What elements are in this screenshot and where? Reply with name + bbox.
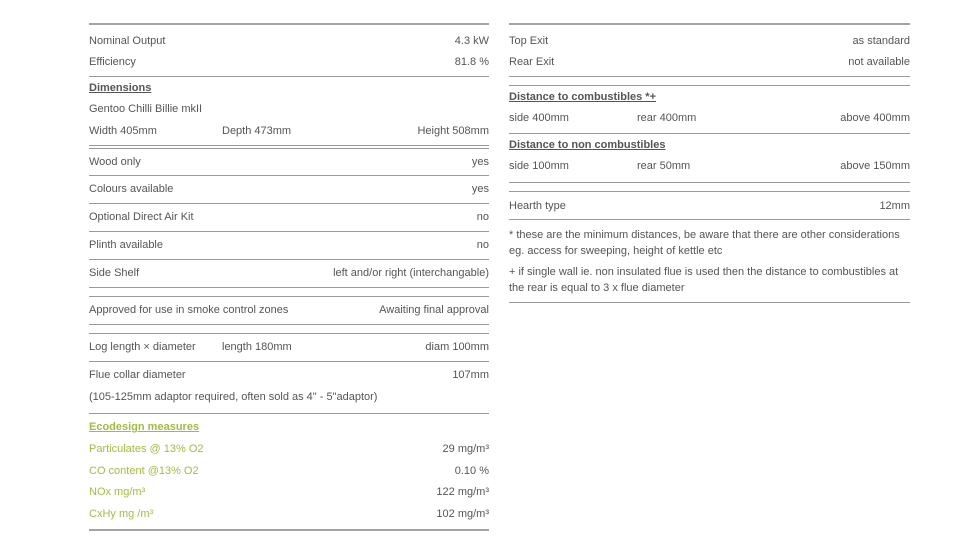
distance-side: side 100mm: [509, 160, 569, 173]
eco-label: CxHy mg /m³: [89, 507, 154, 520]
combustibles-row: [509, 108, 910, 130]
combustibles-section: [509, 86, 910, 129]
spec-row-nominal-output: [89, 30, 489, 52]
spec-label: Wood only: [89, 155, 141, 168]
spec-value: 81.8 %: [454, 56, 489, 69]
spec-label: Optional Direct Air Kit: [89, 211, 194, 223]
spec-row-plinth: [89, 232, 489, 259]
eco-row: [89, 482, 489, 504]
spec-value: 4.3 kW: [454, 34, 489, 47]
distance-above: above 400mm: [840, 112, 910, 125]
spec-label: Hearth type: [509, 199, 566, 212]
spec-label: Rear Exit: [509, 56, 555, 69]
eco-value: 29 mg/m³: [442, 443, 489, 456]
spec-column-right: [509, 23, 910, 303]
non-combustibles-section: [509, 134, 910, 177]
dimension-depth: Depth 473mm: [222, 124, 292, 137]
dimension-height: Height 508mm: [417, 124, 489, 137]
spec-row-colours: [89, 176, 489, 203]
spec-row-log: [89, 334, 489, 361]
eco-value: 0.10 %: [454, 464, 489, 477]
distance-rear: rear 50mm: [637, 160, 691, 173]
spec-label: Approved for use in smoke control zones: [89, 304, 289, 316]
combustibles-heading: Distance to combustibles *+: [509, 90, 657, 103]
spec-row-hearth: [509, 192, 910, 219]
model-label: Gentoo Chilli Billie mkII: [89, 103, 203, 116]
eco-row: [89, 460, 489, 482]
spec-row-efficiency: [89, 52, 489, 74]
spec-value: 107mm: [452, 369, 489, 381]
spec-value: as standard: [852, 34, 910, 47]
spec-label: Log length × diameter: [89, 341, 196, 353]
divider: [509, 302, 910, 303]
spec-row-top-exit: [509, 30, 910, 52]
distance-above: above 150mm: [840, 160, 910, 173]
spec-label: Colours available: [89, 183, 174, 195]
divider: [509, 219, 910, 220]
spec-value: Awaiting final approval: [379, 304, 489, 316]
ecodesign-section: [89, 416, 489, 525]
spec-row-flue-collar: [89, 362, 489, 389]
dimension-width: Width 405mm: [89, 124, 157, 137]
eco-row: [89, 503, 489, 525]
divider: [89, 529, 489, 531]
single-wall-flue-note: + if single wall ie. non insulated flue is used then the distance to combustibles at the rear is equal to 3 x flue diameter: [509, 266, 899, 294]
eco-label: CO content @13% O2: [89, 464, 199, 477]
minimum-distances-note: * these are the minimum distances, be aware that there are other considerations eg. access for sweeping, height of kettle etc: [509, 229, 900, 257]
log-diameter: diam 100mm: [425, 341, 489, 353]
spec-value: yes: [471, 183, 489, 195]
spec-row-wood-only: [89, 149, 489, 175]
eco-row: [89, 439, 489, 461]
spec-label: Top Exit: [509, 34, 549, 47]
spec-value: yes: [471, 155, 489, 168]
dimensions-heading: Dimensions: [89, 81, 152, 94]
flue-note-text: (105-125mm adaptor required, often sold as 4" - 5"adaptor): [89, 390, 378, 403]
dimensions-section: [89, 77, 489, 142]
model-name: [89, 99, 489, 121]
spec-value: 12mm: [879, 199, 910, 212]
spec-value: no: [476, 239, 489, 251]
log-length: length 180mm: [222, 341, 292, 353]
ecodesign-heading: Ecodesign measures: [89, 421, 200, 433]
spec-row-rear-exit: [509, 52, 910, 74]
spec-label: Efficiency: [89, 56, 136, 69]
spec-label: Side Shelf: [89, 267, 140, 279]
spec-label: Nominal Output: [89, 34, 166, 47]
spec-label: Plinth available: [89, 239, 163, 251]
non-combustibles-heading: Distance to non combustibles: [509, 138, 666, 151]
distance-rear: rear 400mm: [637, 112, 697, 125]
spec-row-smoke-zones: [89, 297, 489, 324]
eco-label: NOx mg/m³: [89, 486, 146, 499]
spec-value: not available: [848, 56, 910, 69]
flue-collar-note: [89, 389, 489, 405]
spec-row-side-shelf: [89, 260, 489, 287]
spec-column-left: [89, 23, 489, 531]
non-combustibles-row: [509, 156, 910, 178]
spec-label: Flue collar diameter: [89, 369, 186, 381]
spec-row-direct-air: [89, 204, 489, 231]
dimensions-row: [89, 120, 489, 142]
spec-value: no: [476, 211, 489, 223]
spec-value: left and/or right (interchangable): [333, 267, 489, 279]
distance-side: side 400mm: [509, 112, 569, 125]
eco-value: 122 mg/m³: [436, 486, 489, 499]
eco-value: 102 mg/m³: [436, 507, 489, 520]
eco-label: Particulates @ 13% O2: [89, 443, 204, 456]
